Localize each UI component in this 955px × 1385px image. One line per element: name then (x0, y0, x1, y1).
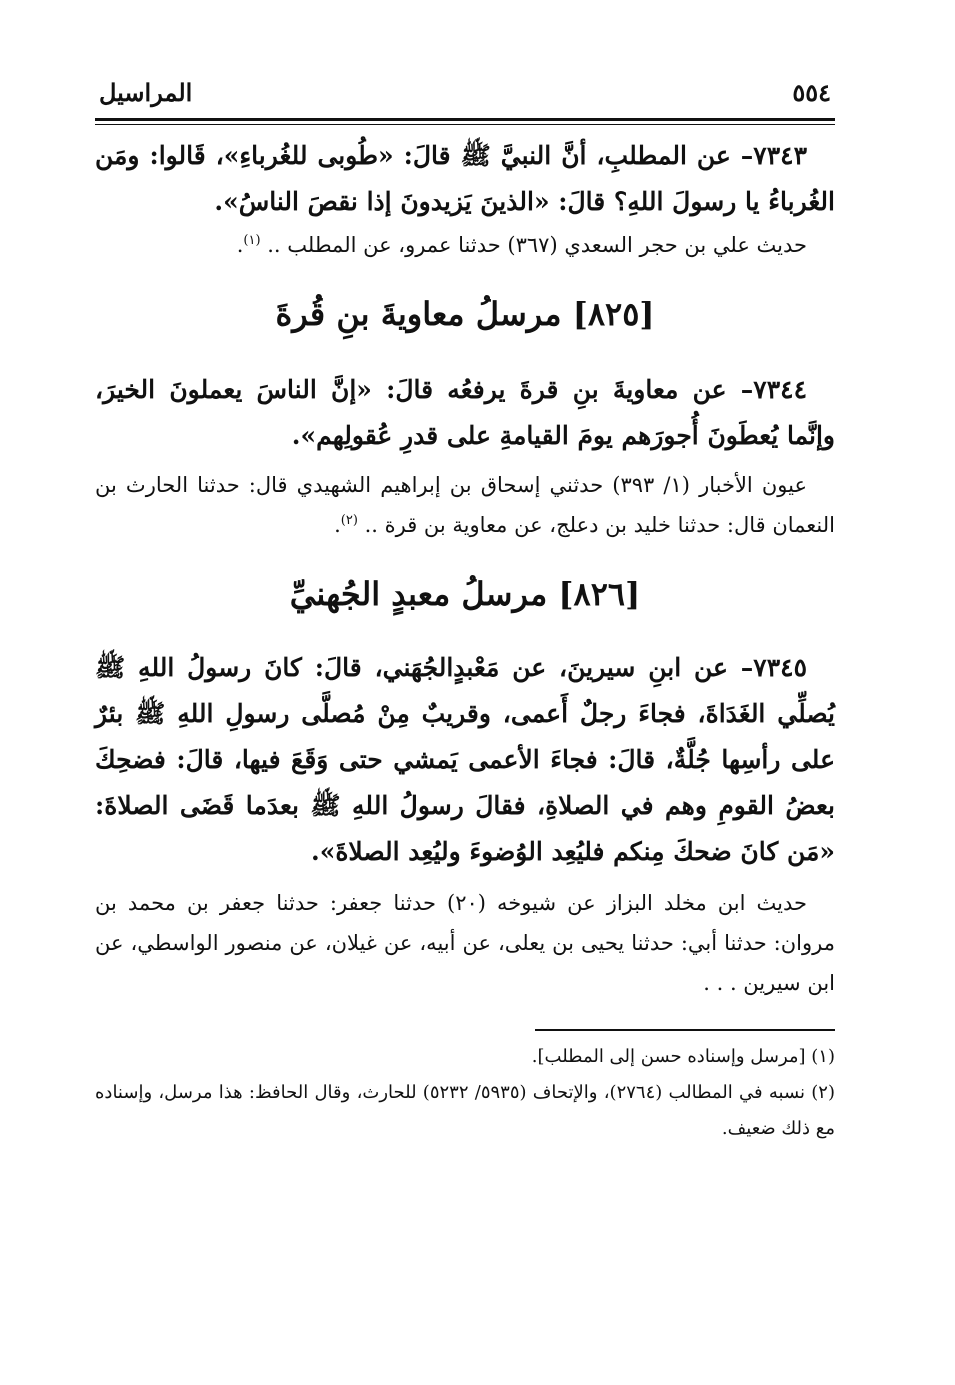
running-header (95, 78, 835, 118)
footnote-1: (١) [مرسل وإسناده حسن إلى المطلب]. (531, 1046, 835, 1067)
hadith-7344 (95, 367, 835, 459)
footnote-2: (٢) نسبه في المطالب (٢٧٦٤)، والإتحاف (٥٩٣٥/ ٥٢٣٢) للحارث، وقال الحافظ: هذا مرسل، وإسناده مع ذلك ضعيف. (95, 1082, 835, 1139)
source-7344: عيون الأخبار (١/ ٣٩٣) حدثني إسحاق بن إبراهيم الشهيدي قال: حدثنا الحارث بن النعمان قال: حدثنا خليد بن دعلج، عن معاوية بن قرة .. $^{(٢)}$. (95, 473, 835, 537)
source-7343: حديث علي بن حجر السعدي (٣٦٧) حدثنا عمرو، عن المطلب .. $^{(١)}$. (236, 233, 807, 257)
source-7345 (95, 883, 835, 1003)
hadith-7343 (95, 133, 835, 225)
book-title: المراسيل (99, 78, 193, 107)
hadith-text: ٧٣٤٣– عن المطلبِ، أنَّ النبيَّ ﷺ قالَ: «طُوبى للغُرباءِ»، قَالوا: ومَن الغُرباءُ يا رسولَ اللهِ؟ قالَ: «الذينَ يَزيدونَ إذا نقصَ الناسُ». (95, 141, 835, 216)
source-text: عيون الأخبار (١/ ٣٩٣) حدثني إسحاق بن إبراهيم الشهيدي قال: حدثنا الحارث بن النعمان قال: حدثنا خليد بن دعلج، عن معاوية بن قرة .. (95, 473, 835, 537)
hadith-7345 (95, 645, 835, 875)
source-text: حديث ابن مخلد البزاز عن شيوخه (٢٠) حدثنا جعفر: حدثنا جعفر بن محمد بن مروان: حدثنا أبي: حدثنا يحيى بن يعلى، عن أبيه، عن غيلان، عن منصور الواسطي، عن ابن سيرين . . . (95, 891, 835, 995)
page (95, 78, 835, 1147)
section-title-825: [٨٢٥] مرسلُ معاويةَ بنِ قُرةَ (275, 295, 655, 333)
hadith-text: ٧٣٤٤– عن معاويةَ بنِ قرةَ يرفعُه قالَ: «إنَّ الناسَ يعملونَ الخيرَ، وإنَّما يُعطَونَ أُجورَهم يومَ القيامةِ على قدرِ عُقولِهم». (95, 375, 835, 450)
footnote-ref[interactable]: (١) (243, 233, 261, 248)
source-text: حديث علي بن حجر السعدي (٣٦٧) حدثنا عمرو، عن المطلب .. (267, 233, 807, 257)
page-number: ٥٥٤ (792, 78, 831, 107)
header-rule (95, 118, 835, 121)
footnote-ref[interactable]: (٢) (340, 513, 358, 528)
hadith-text: ٧٣٤٥– عن ابنِ سيرينَ، عن مَعْبدٍالجُهَني، قالَ: كانَ رسولُ اللهِ ﷺ يُصلِّي الغَدَاةَ، فجاءَ رجلٌ أَعمى، وقريبٌ مِنْ مُصلَّى رسولِ اللهِ ﷺ بئرٌ على رأسِها جُلَّةٌ، قالَ: فجاءَ الأعمى يَمشي حتى وَقَعَ فيها، قالَ: فضحِكَ بعضُ القومِ وهم في الصلاةِ، فقالَ رسولُ اللهِ ﷺ بعدَما قَضَى الصلاةَ: «مَن كانَ ضحكَ مِنكم فليُعِد الوُضوءَ وليُعِد الصلاةَ». (95, 653, 835, 866)
section-title-826: [٨٢٦] مرسلُ معبدٍ الجُهنيِّ (289, 575, 641, 613)
